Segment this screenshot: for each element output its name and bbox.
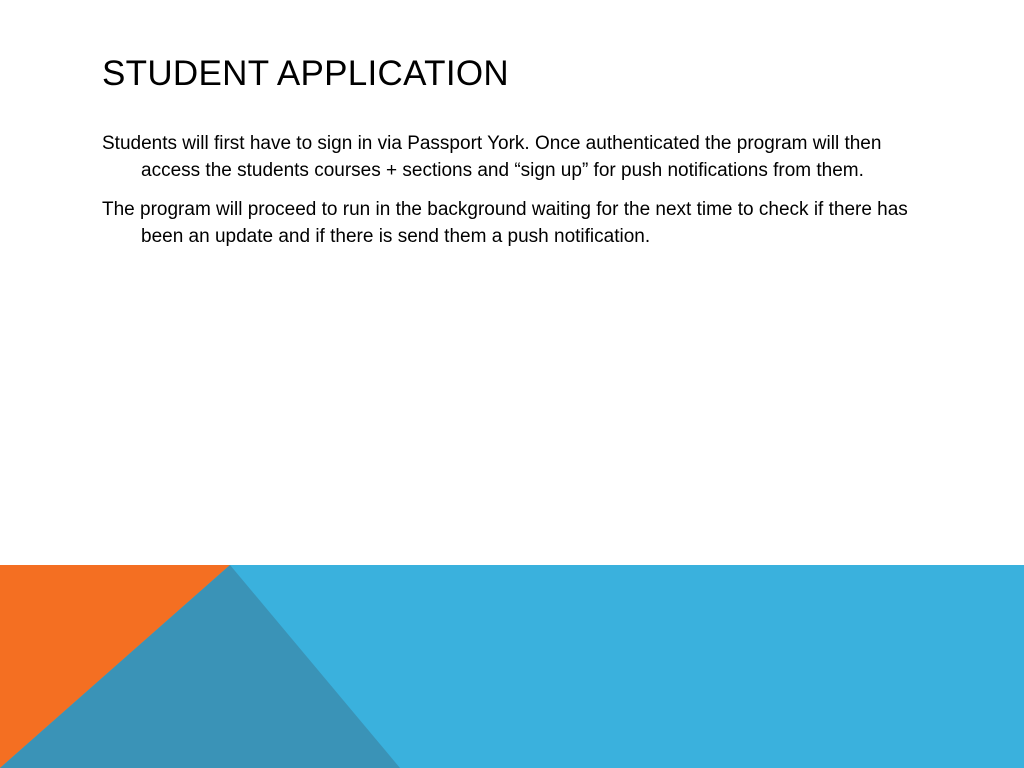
body-paragraph-1: Students will first have to sign in via Passport York. Once authenticated the program will then access the students courses + sections and “sign up” for push notifications from them. <box>102 133 882 181</box>
body-paragraph-2: The program will proceed to run in the background waiting for the next time to check if there has been an update and if there is send them a push notification. <box>102 199 908 247</box>
slide-title: STUDENT APPLICATION <box>102 54 509 93</box>
slide-body <box>102 130 922 262</box>
decorative-footer-band <box>0 565 1024 768</box>
